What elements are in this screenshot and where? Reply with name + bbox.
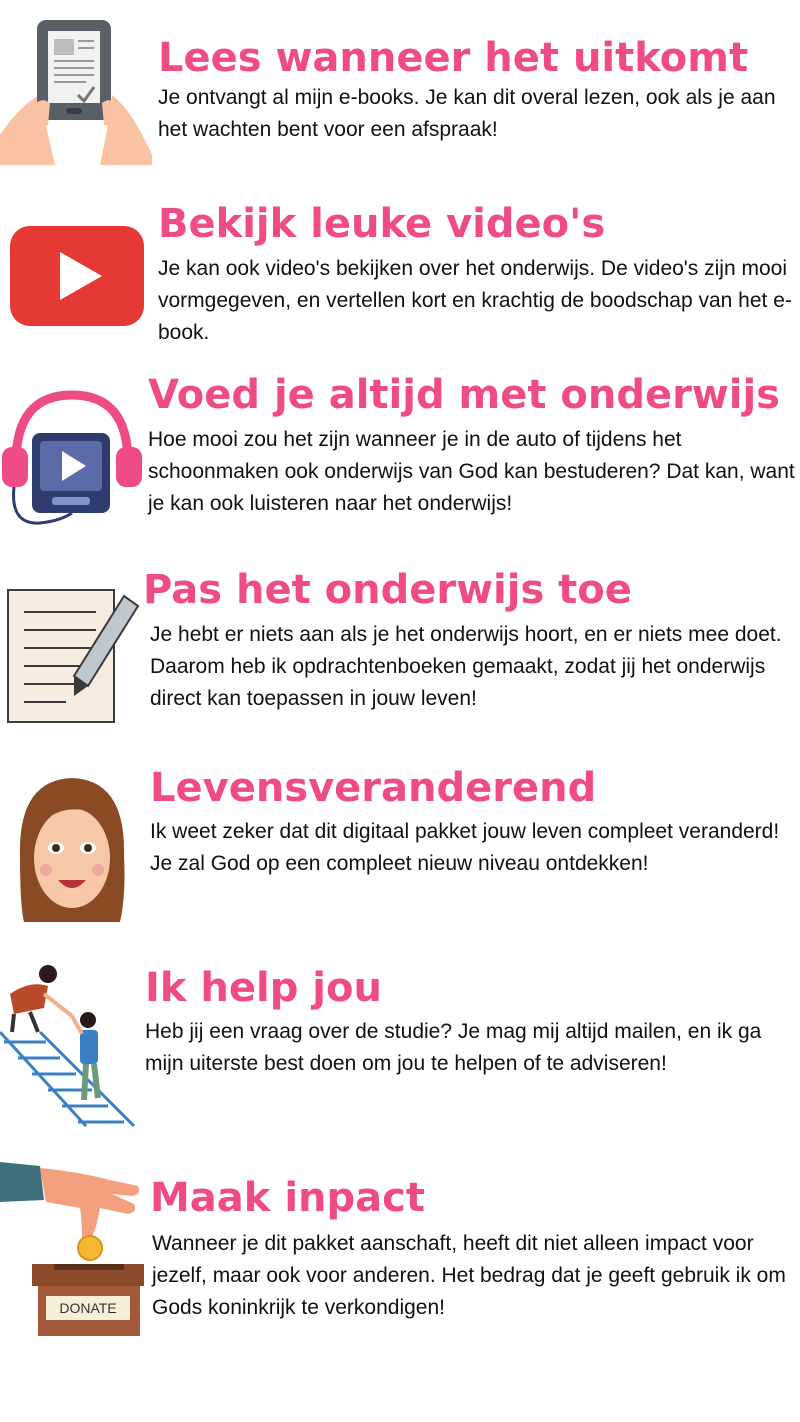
section-text: Ik weet zeker dat dit digitaal pakket jouw leven compleet veranderd! Je zal God op een compleet nieuw niveau ontdekken! [150,820,780,875]
video-play-icon [10,226,144,326]
section-text: Wanneer je dit pakket aanschaft, heeft dit niet alleen impact voor jezelf, maar ook voor anderen. Het bedrag dat je geeft gebruik ik om Gods koninkrijk te verkondigen! [152,1232,786,1319]
donate-box-icon [0,1160,148,1336]
section-title: Voed je altijd met onderwijs [148,372,780,418]
section-text: Je kan ook video's bekijken over het onderwijs. De video's zijn mooi vormgegeven, en vertellen kort en krachtig de boodschap van het e-book. [158,257,792,344]
section-text: Heb jij een vraag over de studie? Je mag mij altijd mailen, en ik ga mijn uiterste best doen om jou te helpen of te adviseren! [145,1020,762,1075]
woman-avatar-icon [14,776,130,926]
ereader-icon [0,15,152,165]
helping-hand-ladder-icon [0,960,142,1130]
headphones-player-icon [0,385,145,530]
section-text: Hoe mooi zou het zijn wanneer je in de auto of tijdens het schoonmaken ook onderwijs van God kan bestuderen? Dat kan, want je kan ook luisteren naar het onderwijs! [148,428,795,515]
feature-audio [0,360,800,550]
section-title: Lees wanneer het uitkomt [158,35,749,81]
feature-help [0,950,800,1150]
section-title: Levensveranderend [150,765,597,811]
section-text: Je hebt er niets aan als je het onderwijs hoort, en er niets mee doet. Daarom heb ik opdrachtenboeken gemaakt, zodat jij het onderwijs direct kan toepassen in jouw leven! [150,623,782,710]
feature-impact [0,1150,800,1380]
feature-life-changing [0,740,800,950]
feature-videos [0,180,800,360]
notepad-pencil-icon [4,582,144,732]
section-title: Pas het onderwijs toe [143,567,632,613]
section-title: Maak inpact [150,1175,425,1221]
section-title: Ik help jou [145,965,382,1011]
section-title: Bekijk leuke video's [158,201,606,247]
feature-apply [0,550,800,740]
section-text: Je ontvangt al mijn e-books. Je kan dit overal lezen, ook als je aan het wachten bent voor een afspraak! [158,86,776,141]
donate-box-label: DONATE [59,1300,117,1316]
feature-read-anytime [0,0,800,180]
